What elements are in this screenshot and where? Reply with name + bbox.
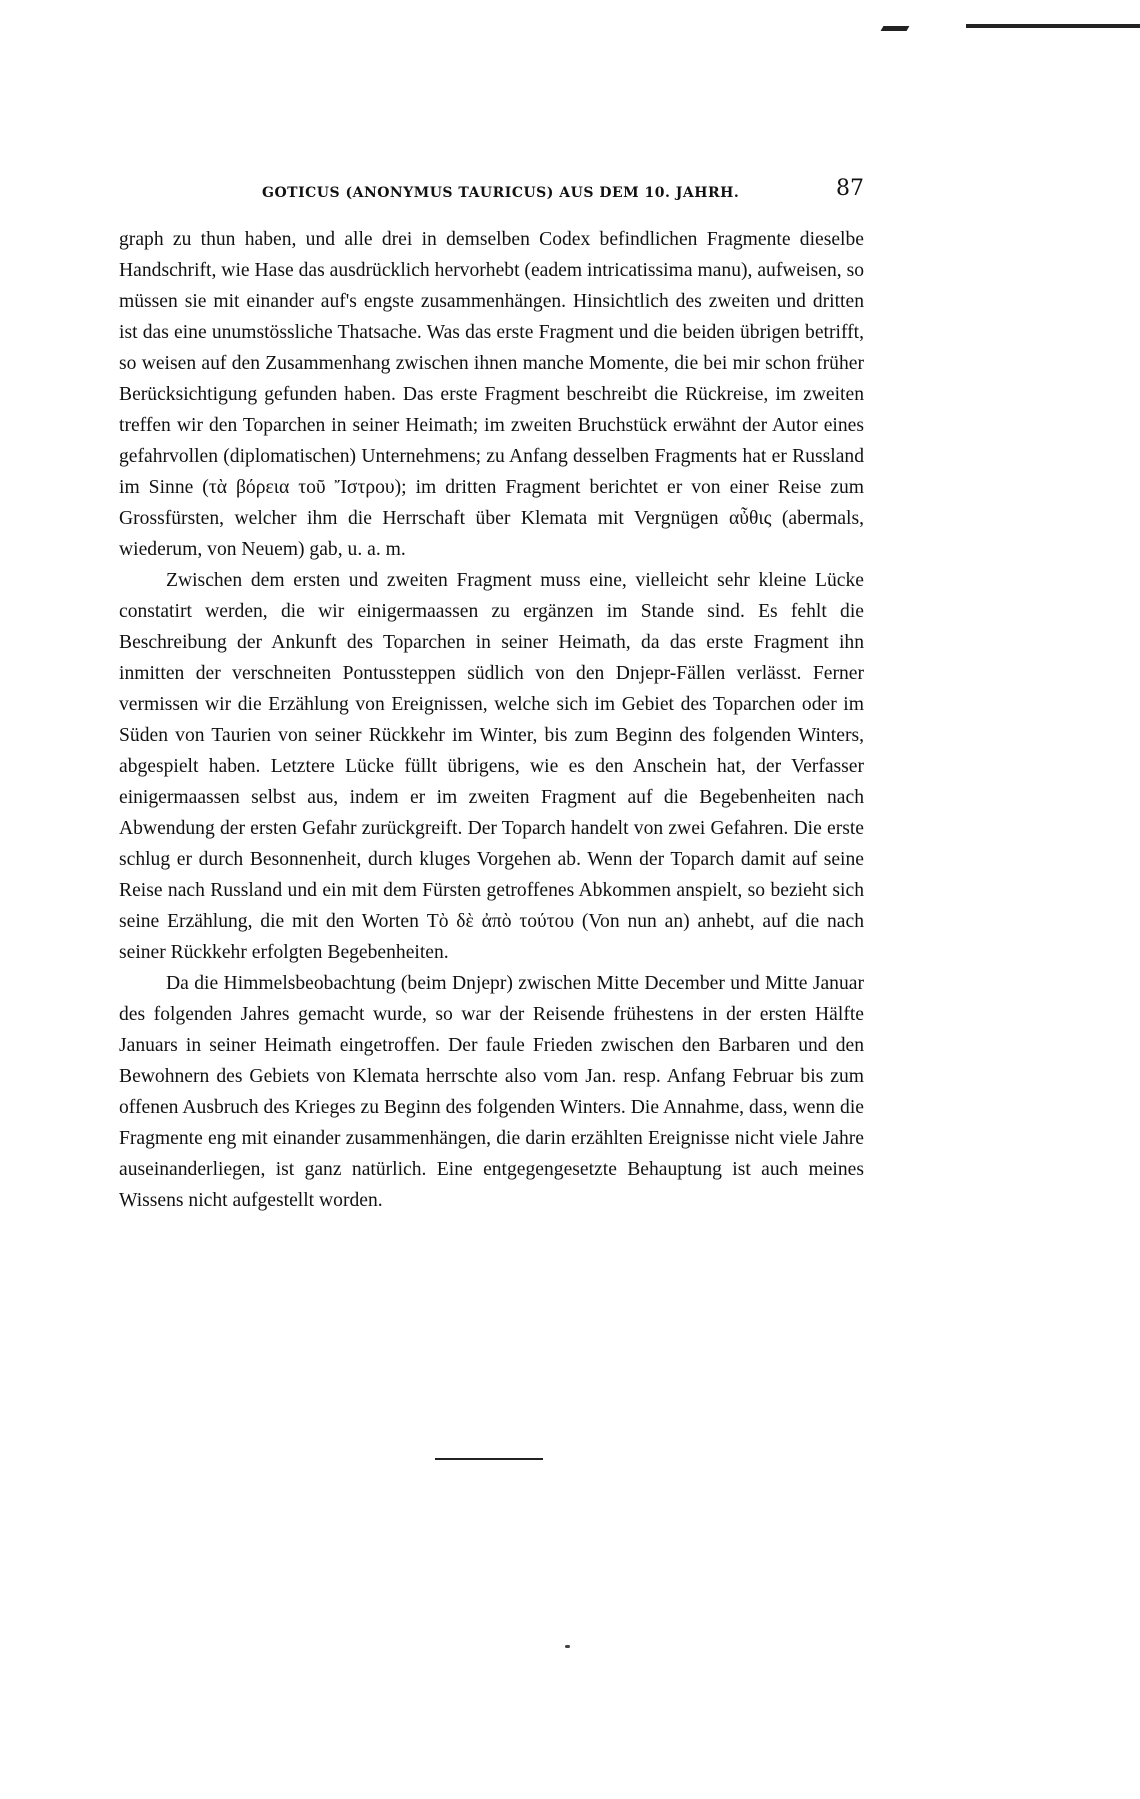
paragraph-3: Da die Himmelsbeobachtung (beim Dnjepr) zwischen Mitte December und Mitte Januar des folgenden Jahres gemacht wurde, so war der Reisende frühestens in der ersten Hälfte Januars in seiner Heimath eingetroffen. Der faule Frieden zwischen den Barbaren und den Bewohnern des Gebiets von Klemata herrschte also vom Jan. resp. Anfang Februar bis zum offenen Ausbruch des Krieges zu Beginn des folgenden Winters. Die Annahme, dass, wenn die Fragmente eng mit einander zusammenhängen, die darin erzählten Ereignisse nicht viele Jahre auseinanderliegen, ist ganz natürlich. Eine entgegengesetzte Behauptung ist auch meines Wissens nicht aufgestellt worden. (119, 973, 864, 1211)
running-head (119, 176, 864, 216)
scan-speck (565, 1645, 570, 1648)
book-page (119, 176, 864, 1216)
running-title: GOTICUS (ANONYMUS TAURICUS) AUS DEM 10. JAHRH. (262, 185, 740, 201)
section-end-rule (435, 1458, 543, 1460)
scan-edge-mark (966, 24, 1140, 28)
page-number: 87 (836, 176, 864, 201)
body-text (119, 224, 864, 1216)
paragraph-1: graph zu thun haben, und alle drei in demselben Codex befindlichen Fragmente dieselbe Handschrift, wie Hase das ausdrücklich hervorhebt (eadem intricatissima manu), aufweisen, so müssen sie mit einander auf's engste zusammenhängen. Hinsichtlich des zweiten und dritten ist das eine unumstössliche Thatsache. Was das erste Fragment und die beiden übrigen betrifft, so weisen auf den Zusammenhang zwischen ihnen manche Momente, die bei mir schon früher Berücksichtigung gefunden haben. Das erste Fragment beschreibt die Rückreise, im zweiten treffen wir den Toparchen in seiner Heimath; im zweiten Bruchstück erwähnt der Autor eines gefahrvollen (diplomatischen) Unternehmens; zu Anfang desselben Fragments hat er Russland im Sinne (τὰ βόρεια τοῦ Ἴστρου); im dritten Fragment berichtet er von einer Reise zum Grossfürsten, welcher ihm die Herrschaft über Klemata mit Vergnügen αὖθις (abermals, wiederum, von Neuem) gab, u. a. m. (119, 229, 864, 560)
paragraph-2: Zwischen dem ersten und zweiten Fragment muss eine, vielleicht sehr kleine Lücke constatirt werden, die wir einigermaassen zu ergänzen im Stande sind. Es fehlt die Beschreibung der Ankunft des Toparchen in seiner Heimath, da das erste Fragment ihn inmitten der verschneiten Pontussteppen südlich von den Dnjepr-Fällen verlässt. Ferner vermissen wir die Erzählung von Ereignissen, welche sich im Gebiet des Toparchen oder im Süden von Taurien von seiner Rückkehr im Winter, bis zum Beginn des folgenden Winters, abgespielt haben. Letztere Lücke füllt übrigens, wie es den Anschein hat, der Verfasser einigermaassen selbst aus, indem er im zweiten Fragment auf die Begebenheiten nach Abwendung der ersten Gefahr zurückgreift. Der Toparch handelt von zwei Gefahren. Die erste schlug er durch Besonnenheit, durch kluges Vorgehen ab. Wenn der Toparch damit auf seine Reise nach Russland und ein mit dem Fürsten getroffenes Abkommen anspielt, so bezieht sich seine Erzählung, die mit den Worten Τὸ δὲ ἀπὸ τούτου (Von nun an) anhebt, auf die nach seiner Rückkehr erfolgten Begebenheiten. (119, 570, 864, 963)
